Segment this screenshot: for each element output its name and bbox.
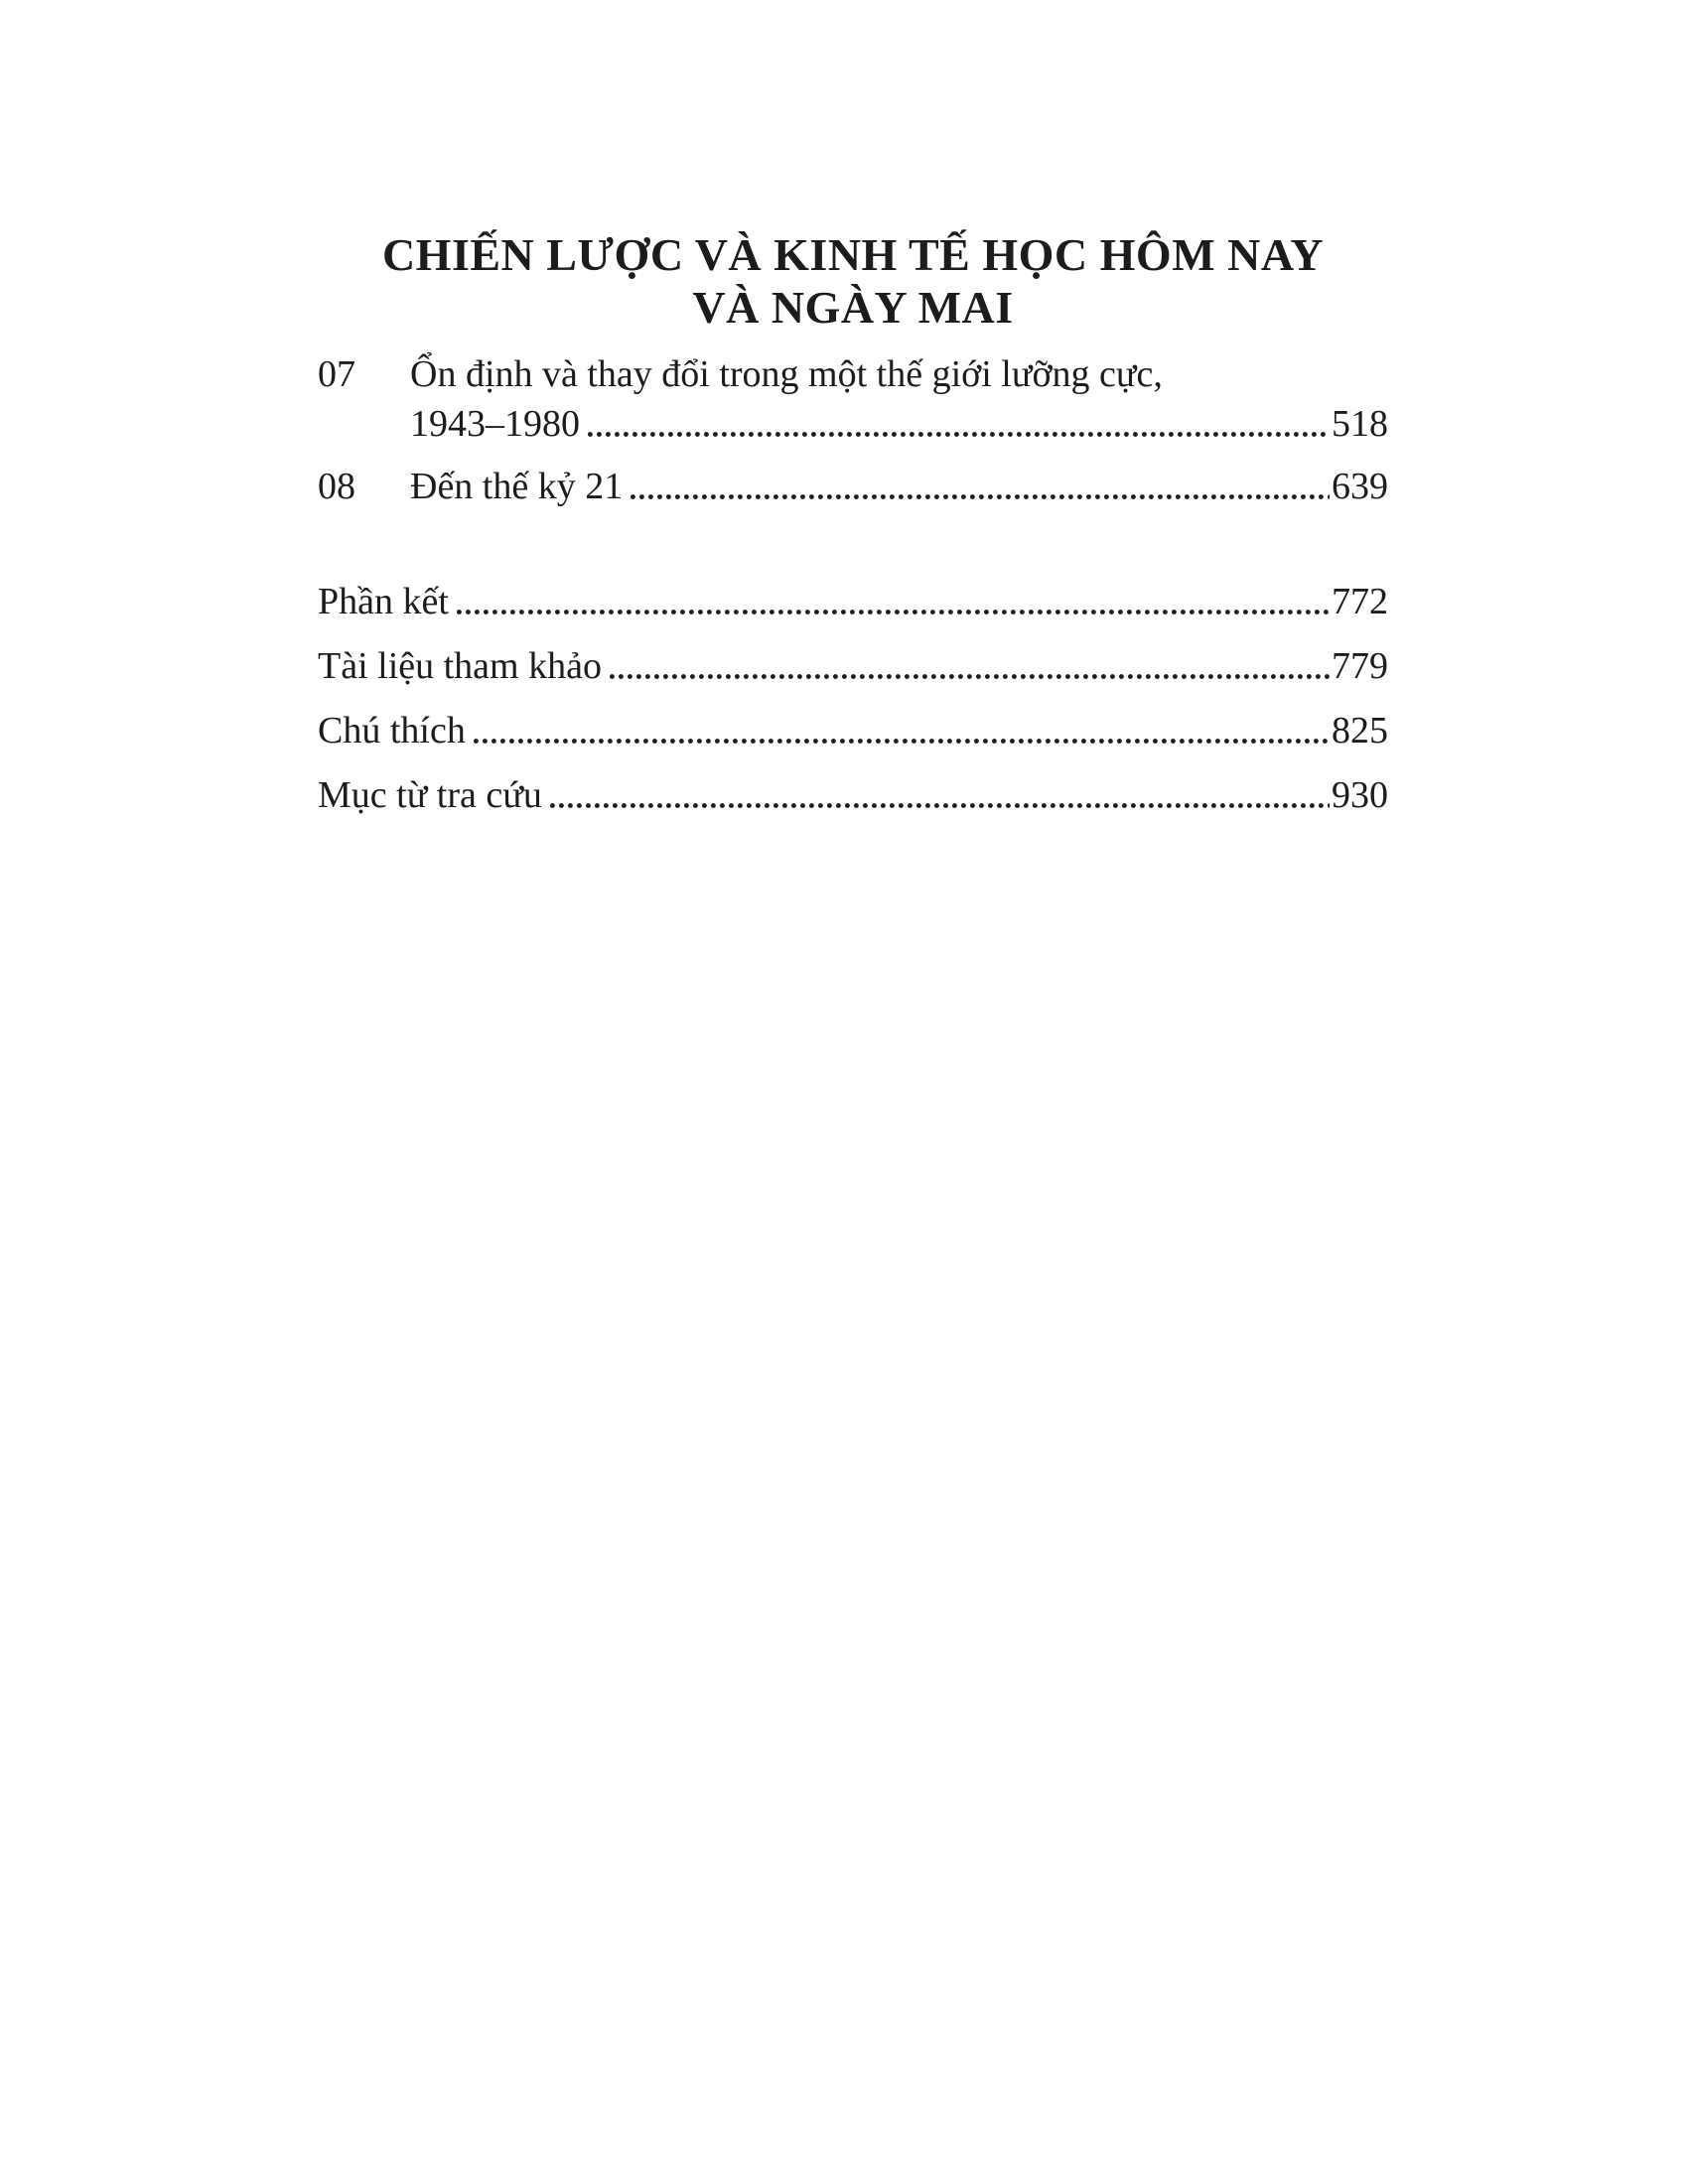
- toc-entry-muc-tu-tra-cuu: [318, 770, 1388, 820]
- chapter-title: Ổn định và thay đổi trong một thế giới lưỡng cực,: [410, 353, 1163, 395]
- entry-label: Mục từ tra cứu: [318, 774, 542, 816]
- toc-entry-chu-thich: [318, 706, 1388, 755]
- page-title-line1: CHIẾN LƯỢC VÀ KINH TẾ HỌC HÔM NAY: [381, 229, 1325, 280]
- backmatter-section: [318, 577, 1388, 820]
- toc-entry-chapter-07: [318, 349, 1388, 449]
- page-title-line2: VÀ NGÀY MAI: [692, 282, 1014, 333]
- chapter-entry-body: [410, 462, 1388, 511]
- dot-leader: [631, 494, 1330, 499]
- toc-entry-chapter-08: [318, 462, 1388, 511]
- dot-leader: [457, 610, 1330, 614]
- chapter-entry-body: [410, 349, 1388, 449]
- chapter-title-continued: 1943–1980: [410, 403, 580, 445]
- page-number: 772: [1332, 581, 1388, 622]
- chapter-title-continuation-row: [410, 399, 1388, 449]
- dot-leader: [588, 432, 1330, 437]
- toc-section: [318, 228, 1388, 835]
- page-number: 779: [1332, 645, 1388, 687]
- page-number: 518: [1332, 403, 1388, 445]
- entry-label: Chú thích: [318, 710, 466, 751]
- chapter-number: 07: [318, 353, 355, 395]
- dot-leader: [550, 803, 1330, 808]
- chapter-title-row: [410, 462, 1388, 511]
- toc-entry-tai-lieu-tham-khao: [318, 641, 1388, 691]
- chapter-title: Đến thế kỷ 21: [410, 466, 624, 507]
- entry-label: Tài liệu tham khảo: [318, 645, 602, 687]
- dot-leader: [474, 739, 1330, 744]
- page-number: 825: [1332, 710, 1388, 751]
- page-number: 930: [1332, 774, 1388, 816]
- dot-leader: [610, 674, 1330, 679]
- toc-entry-phan-ket: [318, 577, 1388, 626]
- page-number: 639: [1332, 466, 1388, 507]
- chapter-number: 08: [318, 466, 355, 507]
- entry-label: Phần kết: [318, 581, 449, 622]
- page-title: [318, 228, 1388, 334]
